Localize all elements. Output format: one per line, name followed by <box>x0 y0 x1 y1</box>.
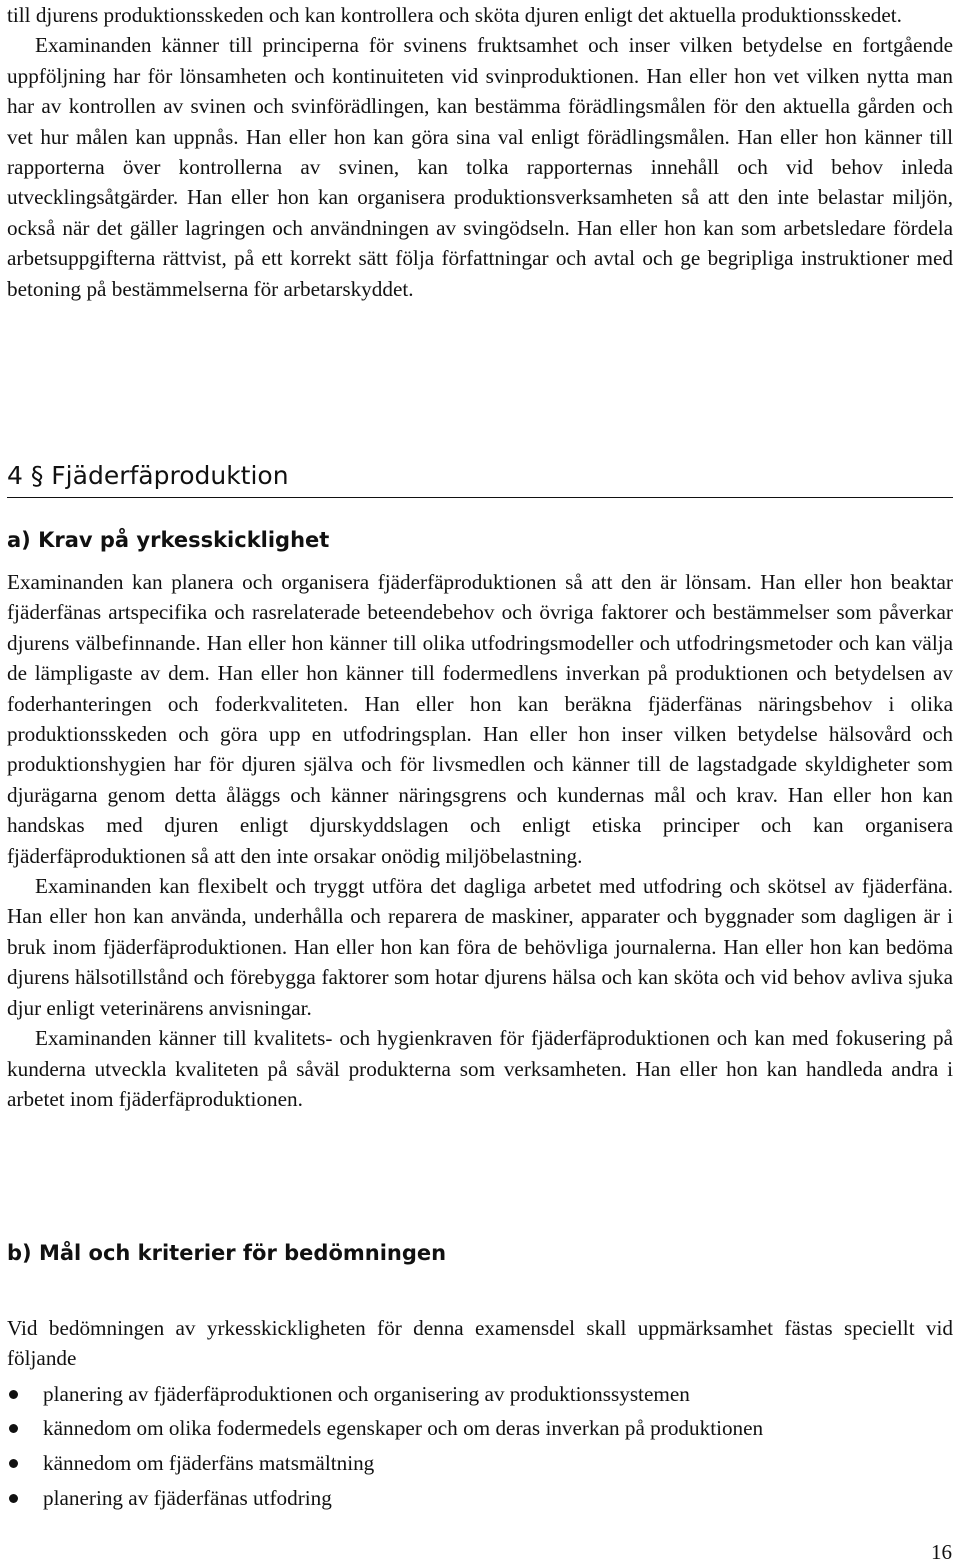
bullet-icon <box>9 1424 18 1433</box>
intro-paragraph-swine-fertility: Examinanden känner till principerna för svinens fruktsamhet och inser vilken betydelse en fortgående uppföljning har för lönsamheten och kontinuiteten vid svinproduktionen. Han eller hon vet vilken nytta man har av kontrollen av svinen och svinförädlingen, kan bestämma förädlingsmålen för den aktuella gården och vet hur målen kan uppnås. Han eller hon kan göra sina val enligt förädlingsmålen. Han eller hon känner till rapporterna över kontrollerna av svinen, kan tolka rapporternas innehåll och vid behov inleda utvecklingsåtgärder. Han eller hon kan organisera produktionsverksamheten så att den inte belastar miljön, också när det gäller lagringen och användningen av svingödseln. Han eller hon kan som arbetsledare fördela arbetsuppgifterna rättvist, på ett korrekt sätt följa författningar och avtal och ge begripliga instruktioner med betoning på bestämmelserna för arbetarskyddet. <box>7 33 953 301</box>
list-item-text: kännedom om fjäderfäns matsmältning <box>43 1451 375 1475</box>
part-a-body <box>7 567 953 1114</box>
list-item <box>7 1446 953 1481</box>
list-item <box>7 1377 953 1412</box>
list-item <box>7 1481 953 1516</box>
section-heading: 4 § Fjäderfäproduktion <box>7 456 953 498</box>
part-b-heading: b) Mål och kriterier för bedömningen <box>7 1241 447 1265</box>
part-b-intro: Vid bedömningen av yrkesskickligheten för denna examensdel skall uppmärksamhet fästas speciellt vid följande <box>7 1316 953 1371</box>
intro-paragraph-continued: till djurens produktionsskeden och kan kontrollera och sköta djuren enligt det aktuella produktionsskedet. <box>7 3 902 27</box>
part-b-body <box>7 1313 953 1515</box>
list-item-text: kännedom om olika fodermedels egenskaper och om deras inverkan på produktionen <box>43 1416 764 1441</box>
list-item-text: planering av fjäderfäproduktionen och organisering av produktionssystemen <box>43 1381 690 1406</box>
bullet-icon <box>9 1459 18 1468</box>
list-item <box>7 1411 953 1446</box>
list-item-text: planering av fjäderfänas utfodring <box>43 1485 332 1510</box>
part-a-paragraph-2: Examinanden kan flexibelt och tryggt utföra det dagliga arbetet med utfodring och skötsel av fjäderfäna. Han eller hon kan använda, underhålla och reparera de maskiner, apparater och byggnader som dagligen är i bruk inom fjäderfäproduktionen. Han eller hon kan föra de behövliga journalerna. Han eller hon kan bedöma djurens hälsotillstånd och förebygga faktorer som hotar djurens hälsa och kan sköta och vid behov avliva sjuka djur enligt veterinärens anvisningar. <box>7 874 953 1020</box>
part-a-heading: a) Krav på yrkesskicklighet <box>7 528 330 552</box>
bullet-icon <box>9 1390 18 1399</box>
criteria-list <box>7 1377 953 1515</box>
page-number: 16 <box>931 1540 952 1564</box>
intro-block <box>7 0 953 304</box>
part-a-paragraph-1: Examinanden kan planera och organisera fjäderfäproduktionen så att den är lönsam. Han eller hon beaktar fjäderfänas artspecifika och rasrelaterade beteendebehov och övriga faktorer och bestämmelser som påverkar djurens välbefinnande. Han eller hon känner till olika utfodringsmodeller och utfodringsmetoder och kan välja de lämpligaste av dem. Han eller hon känner till fodermedlens inverkan på produktionen och betydelsen av foderhanteringen och foderkvaliteten. Han eller hon kan beräkna fjäderfänas näringsbehov i olika produktionsskeden och göra upp en utfodringsplan. Han eller hon inser vilken betydelse hälsovård och produktionshygien har för djuren själva och för livsmedlen och känner till de lagstadgade skyldigheter som djurägarna genom detta åläggs och känner näringsgrens och kundernas mål och krav. Han eller hon kan handskas med djuren enligt djurskyddslagen och enligt etiska principer och kan organisera fjäderfäproduktionen så att den inte orsakar onödig miljöbelastning. <box>7 570 953 868</box>
part-a-paragraph-3: Examinanden känner till kvalitets- och hygienkraven för fjäderfäproduktionen och kan med fokusering på kunderna utveckla kvaliteten på såväl produkterna som verksamheten. Han eller hon kan handleda andra i arbetet inom fjäderfäproduktionen. <box>7 1026 953 1111</box>
bullet-icon <box>9 1494 18 1503</box>
